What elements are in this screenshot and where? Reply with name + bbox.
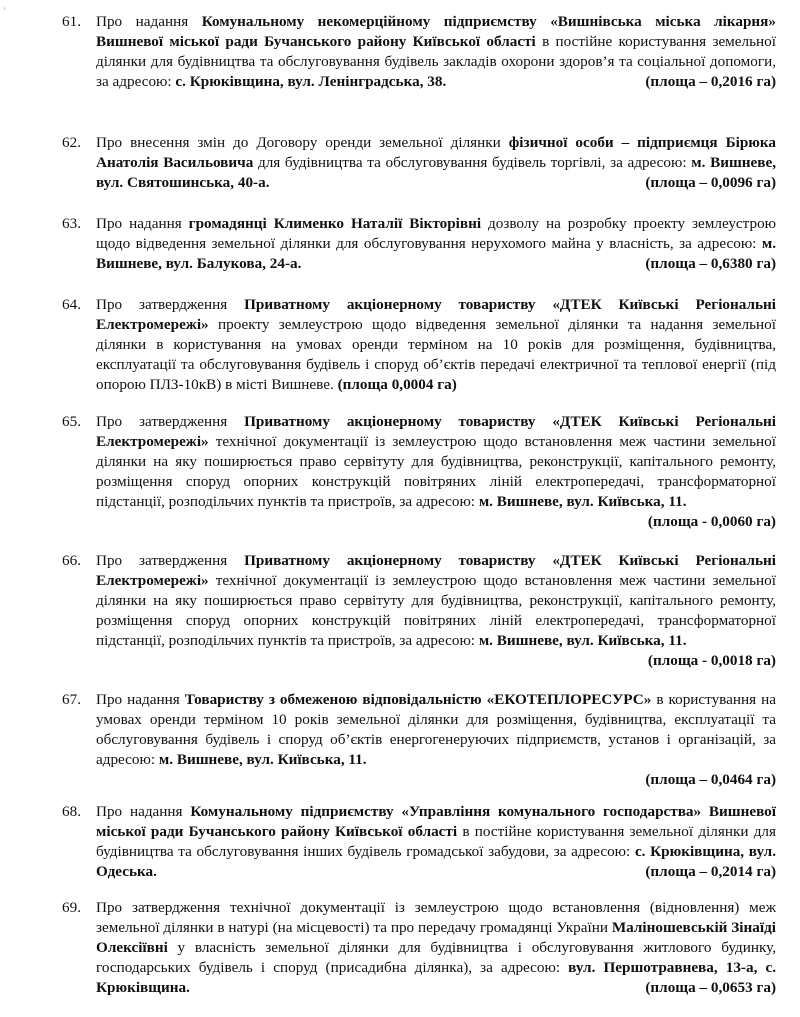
recipient-name: Приватному акціонерному товариству «ДТЕК Київські Регіональні Електромережі» — [96, 413, 777, 450]
item-address: с. Крюківщина, вул. Ленінградська, 38. — [175, 73, 447, 90]
item-number: 62. — [62, 134, 81, 151]
item-text: Про затвердження технічної документації із землеустрою щодо встановлення (відновлення) меж земельної ділянки в натурі (на місцевості) та про передачу громадянці України Маліношевській Зінаїді Олексіївні у власність земельної ділянки для будівництва і обслуговування житлового будинку, господарських будівель і споруд (присадибна ділянка), за адресою: вул. Першотравнева, 13-а, с. Крюківщина. (площа – 0,0653 га) — [96, 899, 777, 996]
resolution-item — [62, 12, 776, 92]
resolution-item — [62, 214, 776, 274]
item-area: (площа - 0,0018 га) — [647, 652, 776, 669]
resolution-item — [62, 802, 776, 882]
item-area: (площа – 0,2014 га) — [645, 863, 776, 880]
item-address: с. Крюківщина, вул. Одеська. — [96, 843, 776, 880]
recipient-name: Приватному акціонерному товариству «ДТЕК Київські Регіональні Електромережі» — [96, 296, 777, 333]
item-text: Про надання Комунальному підприємству «Управління комунального господарства» Вишневої міської ради Бучанського району Київської області в постійне користування земельної ділянки для будівництва та обслуговування інших будівель громадської забудови, за адресою: с. Крюківщина, вул. Одеська. (площа – 0,2014 га) — [96, 803, 776, 880]
resolution-item — [62, 133, 776, 193]
item-text: Про внесення змін до Договору оренди земельної ділянки фізичної особи – підприємця Бірюка Анатолія Васильовича для будівництва та обслуговування будівель торгівлі, за адресою: м. Вишневе, вул. Святошинська, 40-а. (площа – 0,0096 га) — [96, 134, 777, 191]
item-number: 61. — [62, 13, 81, 30]
resolution-item — [62, 690, 776, 790]
item-address: вул. Першотравнева, 13-а, с. Крюківщина. — [96, 959, 777, 996]
item-address: м. Вишневе, вул. Київська, 11. — [478, 493, 687, 510]
item-address: м. Вишневе, вул. Київська, 11. — [478, 632, 687, 649]
item-text: Про затвердження Приватному акціонерному товариству «ДТЕК Київські Регіональні Електромережі» технічної документації із землеустрою щодо встановлення меж частини земельної ділянки на яку поширюється право сервітуту для будівництва, реконструкції, капітального ремонту, розміщення споруд опорних конструкцій повітряних ліній електропередачі, трансформаторної підстанції, розподільчих пунктів та пристроїв, за адресою: м. Вишневе, вул. Київська, 11. (площа - 0,0018 га) — [96, 552, 777, 669]
resolution-item — [62, 898, 776, 998]
recipient-name: Приватному акціонерному товариству «ДТЕК Київські Регіональні Електромережі» — [96, 552, 777, 589]
item-text: Про затвердження Приватному акціонерному товариству «ДТЕК Київські Регіональні Електромережі» проекту землеустрою щодо відведення земельної ділянки та надання земельної ділянки в користування на умовах оренди терміном на 10 років для розміщення, будівництва, експлуатації та обслуговування будівель і споруд об’єктів передачі електричної та теплової енергії (під опорою ПЛЗ-10кВ) в місті Вишневе. (площа 0,0004 га) — [96, 296, 777, 393]
recipient-name: Маліношевській Зінаїді Олексіївні — [96, 919, 776, 956]
recipient-name: Товариству з обмеженою відповідальністю «ЕКОТЕПЛОРЕСУРС» — [184, 691, 652, 708]
item-number: 65. — [62, 413, 81, 430]
item-number: 67. — [62, 691, 81, 708]
item-number: 63. — [62, 215, 81, 232]
item-area: (площа – 0,6380 га) — [645, 255, 776, 272]
item-area: (площа – 0,0096 га) — [645, 174, 776, 191]
item-number: 68. — [62, 803, 81, 820]
corner-mark: ' — [4, 6, 6, 16]
item-address: м. Вишневе, вул. Балукова, 24-а. — [96, 235, 776, 272]
item-area: (площа 0,0004 га) — [337, 376, 457, 393]
item-address: м. Вишневе, вул. Київська, 11. — [158, 751, 367, 768]
resolution-item — [62, 551, 776, 671]
recipient-name: Комунальному некомерційному підприємству «Вишнівська міська лікарня» Вишневої міської ради Бучанського району Київської області — [96, 13, 776, 50]
recipient-name: Комунальному підприємству «Управління комунального господарства» Вишневої міської ради Бучанського району Київської області — [96, 803, 776, 840]
item-number: 64. — [62, 296, 81, 313]
resolution-item — [62, 295, 776, 395]
item-text: Про надання Комунальному некомерційному підприємству «Вишнівська міська лікарня» Вишневої міської ради Бучанського району Київської області в постійне користування земельної ділянки для будівництва та обслуговування будівель закладів охорони здоров’я та соціальної допомоги, за адресою: с. Крюківщина, вул. Ленінградська, 38. (площа – 0,2016 га) — [96, 13, 776, 90]
item-area: (площа – 0,0653 га) — [645, 979, 776, 996]
item-number: 66. — [62, 552, 81, 569]
recipient-name: громадянці Клименко Наталії Вікторівні — [188, 215, 482, 232]
item-area: (площа – 0,0464 га) — [645, 771, 776, 788]
item-area: (площа – 0,2016 га) — [645, 73, 776, 90]
resolution-item — [62, 412, 776, 532]
recipient-name: фізичної особи – підприємця Бірюка Анатолія Васильовича — [96, 134, 777, 171]
item-area: (площа - 0,0060 га) — [647, 513, 776, 530]
item-address: м. Вишневе, вул. Святошинська, 40-а. — [96, 154, 776, 191]
item-text: Про затвердження Приватному акціонерному товариству «ДТЕК Київські Регіональні Електромережі» технічної документації із землеустрою щодо встановлення меж частини земельної ділянки на яку поширюється право сервітуту для будівництва, реконструкції, капітального ремонту, розміщення споруд опорних конструкцій повітряних ліній електропередачі, трансформаторної підстанції, розподільчих пунктів та пристроїв, за адресою: м. Вишневе, вул. Київська, 11. (площа - 0,0060 га) — [96, 413, 777, 530]
item-number: 69. — [62, 899, 81, 916]
item-text: Про надання громадянці Клименко Наталії Вікторівні дозволу на розробку проекту землеустрою щодо відведення земельної ділянки для обслуговування нерухомого майна у власність, за адресою: м. Вишневе, вул. Балукова, 24-а. (площа – 0,6380 га) — [96, 215, 777, 272]
item-text: Про надання Товариству з обмеженою відповідальністю «ЕКОТЕПЛОРЕСУРС» в користування на умовах оренди терміном 10 років земельної ділянки для розміщення, будівництва, експлуатації та обслуговування будівель і споруд об’єктів енергогенеруючих підприємств, установ і організацій, за адресою: м. Вишневе, вул. Київська, 11. — [96, 691, 776, 768]
